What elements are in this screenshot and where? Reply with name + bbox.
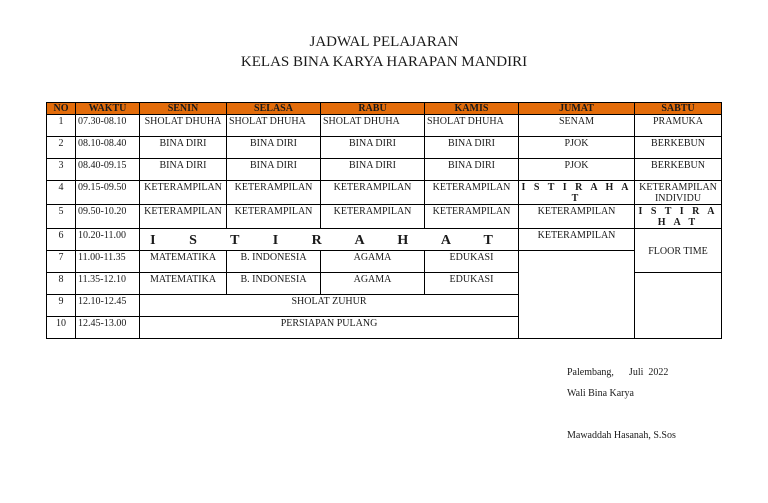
cell-waktu: 07.30-08.10 bbox=[76, 115, 140, 137]
cell-senin: KETERAMPILAN bbox=[140, 205, 227, 229]
cell-jumat: PJOK bbox=[519, 159, 635, 181]
persiapan-pulang-merged-cell: PERSIAPAN PULANG bbox=[140, 317, 519, 339]
column-header: KAMIS bbox=[425, 103, 519, 115]
cell-rabu: KETERAMPILAN bbox=[321, 181, 425, 205]
page-title: JADWAL PELAJARAN bbox=[309, 34, 459, 50]
cell-rabu: KETERAMPILAN bbox=[321, 205, 425, 229]
cell-senin: MATEMATIKA bbox=[140, 273, 227, 295]
cell-sabtu: I S T I R A H A T bbox=[635, 205, 722, 229]
signature-role: Wali Bina Karya bbox=[567, 388, 634, 399]
cell-sabtu: PRAMUKA bbox=[635, 115, 722, 137]
signature-place-date: Palembang, Juli 2022 bbox=[567, 367, 669, 378]
cell-selasa: KETERAMPILAN bbox=[227, 181, 321, 205]
cell-jumat: KETERAMPILAN bbox=[519, 205, 635, 229]
cell-jumat-empty bbox=[519, 251, 635, 339]
table-row bbox=[47, 205, 722, 229]
column-header: JUMAT bbox=[519, 103, 635, 115]
cell-selasa: BINA DIRI bbox=[227, 137, 321, 159]
cell-waktu: 12.10-12.45 bbox=[76, 295, 140, 317]
cell-no: 1 bbox=[47, 115, 76, 137]
cell-no: 2 bbox=[47, 137, 76, 159]
cell-waktu: 08.10-08.40 bbox=[76, 137, 140, 159]
column-header: SELASA bbox=[227, 103, 321, 115]
cell-kamis: EDUKASI bbox=[425, 273, 519, 295]
cell-senin: KETERAMPILAN bbox=[140, 181, 227, 205]
cell-kamis: SHOLAT DHUHA bbox=[425, 115, 519, 137]
cell-senin: BINA DIRI bbox=[140, 137, 227, 159]
cell-no: 9 bbox=[47, 295, 76, 317]
istirahat-merged-cell: I S T I R A H A T bbox=[140, 229, 519, 251]
cell-waktu: 08.40-09.15 bbox=[76, 159, 140, 181]
cell-sabtu: KETERAMPILAN INDIVIDU bbox=[635, 181, 722, 205]
cell-selasa: B. INDONESIA bbox=[227, 273, 321, 295]
page-subtitle: KELAS BINA KARYA HARAPAN MANDIRI bbox=[240, 54, 528, 70]
cell-rabu: SHOLAT DHUHA bbox=[321, 115, 425, 137]
cell-senin: MATEMATIKA bbox=[140, 251, 227, 273]
cell-senin: BINA DIRI bbox=[140, 159, 227, 181]
column-header: SENIN bbox=[140, 103, 227, 115]
column-header: SABTU bbox=[635, 103, 722, 115]
cell-selasa: SHOLAT DHUHA bbox=[227, 115, 321, 137]
cell-kamis: EDUKASI bbox=[425, 251, 519, 273]
cell-no: 6 bbox=[47, 229, 76, 251]
cell-jumat: KETERAMPILAN bbox=[519, 229, 635, 251]
cell-selasa: BINA DIRI bbox=[227, 159, 321, 181]
cell-selasa: KETERAMPILAN bbox=[227, 205, 321, 229]
cell-no: 8 bbox=[47, 273, 76, 295]
cell-kamis: KETERAMPILAN bbox=[425, 205, 519, 229]
table-row bbox=[47, 137, 722, 159]
cell-no: 3 bbox=[47, 159, 76, 181]
cell-no: 7 bbox=[47, 251, 76, 273]
signature-name: Mawaddah Hasanah, S.Sos bbox=[567, 430, 676, 441]
cell-senin: SHOLAT DHUHA bbox=[140, 115, 227, 137]
cell-selasa: B. INDONESIA bbox=[227, 251, 321, 273]
column-header: NO bbox=[47, 103, 76, 115]
cell-kamis: BINA DIRI bbox=[425, 159, 519, 181]
cell-rabu: BINA DIRI bbox=[321, 159, 425, 181]
column-header: WAKTU bbox=[76, 103, 140, 115]
cell-sabtu-empty bbox=[635, 273, 722, 339]
cell-sabtu: BERKEBUN bbox=[635, 137, 722, 159]
cell-jumat: I S T I R A H A T bbox=[519, 181, 635, 205]
column-header: RABU bbox=[321, 103, 425, 115]
cell-jumat: SENAM bbox=[519, 115, 635, 137]
table-header-row bbox=[47, 103, 722, 115]
sholat-zuhur-merged-cell: SHOLAT ZUHUR bbox=[140, 295, 519, 317]
cell-no: 10 bbox=[47, 317, 76, 339]
table-row bbox=[47, 229, 722, 251]
table-row bbox=[47, 181, 722, 205]
cell-waktu: 09.15-09.50 bbox=[76, 181, 140, 205]
cell-no: 4 bbox=[47, 181, 76, 205]
cell-waktu: 09.50-10.20 bbox=[76, 205, 140, 229]
cell-waktu: 11.35-12.10 bbox=[76, 273, 140, 295]
cell-waktu: 10.20-11.00 bbox=[76, 229, 140, 251]
schedule-table bbox=[46, 102, 722, 339]
cell-rabu: AGAMA bbox=[321, 251, 425, 273]
cell-waktu: 12.45-13.00 bbox=[76, 317, 140, 339]
cell-rabu: AGAMA bbox=[321, 273, 425, 295]
table-row bbox=[47, 159, 722, 181]
cell-kamis: BINA DIRI bbox=[425, 137, 519, 159]
cell-jumat: PJOK bbox=[519, 137, 635, 159]
cell-sabtu: BERKEBUN bbox=[635, 159, 722, 181]
table-row bbox=[47, 251, 722, 273]
cell-waktu: 11.00-11.35 bbox=[76, 251, 140, 273]
cell-rabu: BINA DIRI bbox=[321, 137, 425, 159]
cell-kamis: KETERAMPILAN bbox=[425, 181, 519, 205]
table-row bbox=[47, 115, 722, 137]
cell-no: 5 bbox=[47, 205, 76, 229]
cell-sabtu: FLOOR TIME bbox=[635, 229, 722, 273]
